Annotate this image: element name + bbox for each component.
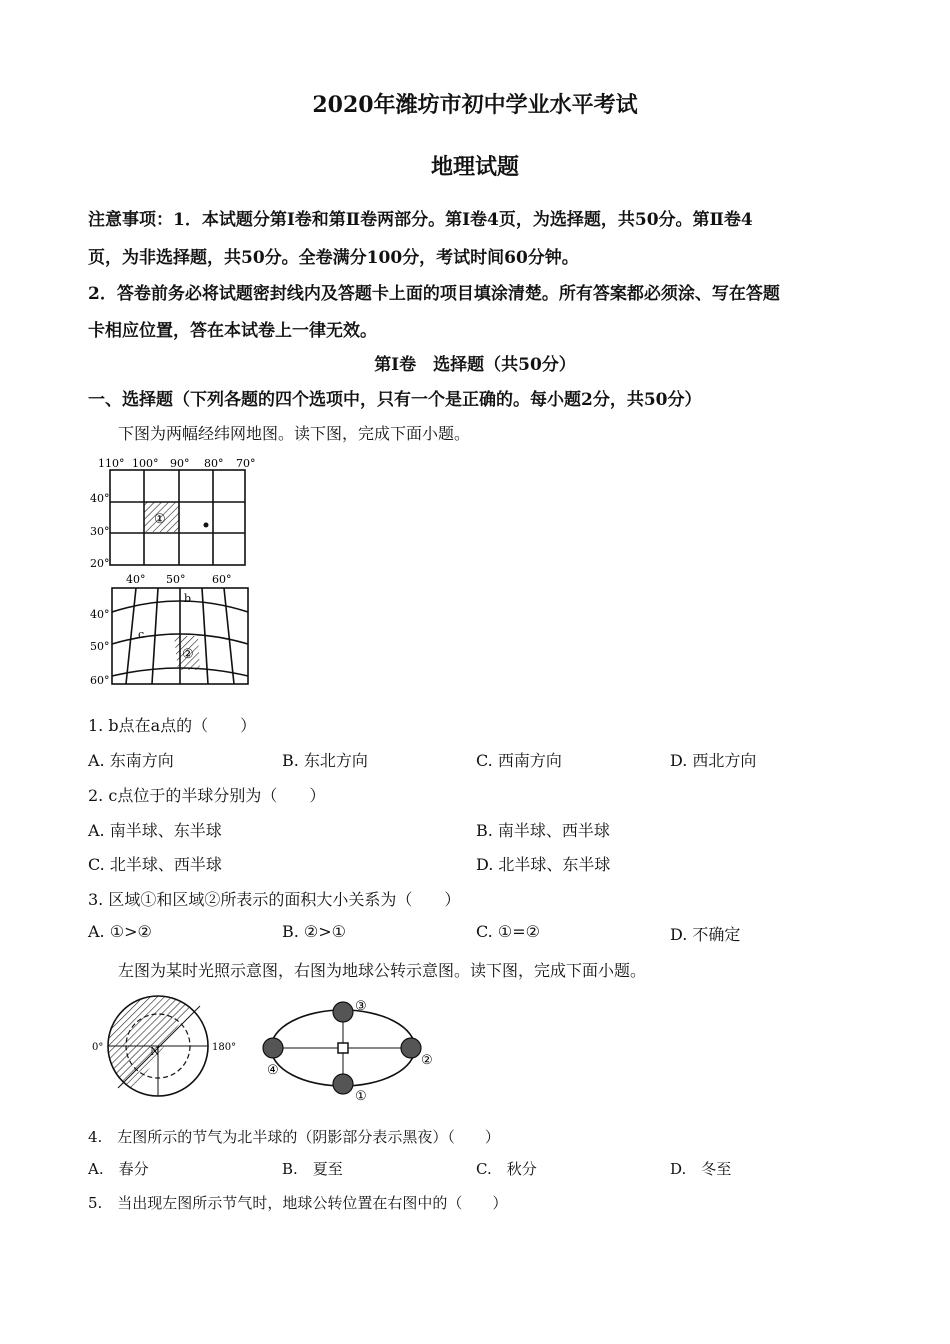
- region-2-label: ②: [182, 647, 194, 662]
- region-1-label: ①: [154, 512, 166, 527]
- point-b-label: b: [184, 592, 192, 605]
- lon-label: 110°: [98, 457, 125, 470]
- point-a: [204, 523, 209, 528]
- position-4-label: ④: [267, 1063, 279, 1078]
- lat-label: 20°: [90, 557, 110, 570]
- point-c-label: c: [138, 628, 145, 641]
- lat-label: 40°: [90, 608, 110, 621]
- illumination-right-label: 180°: [212, 1042, 237, 1053]
- q4-option-b[interactable]: B. 夏至: [282, 1160, 343, 1178]
- position-1-label: ①: [355, 1089, 367, 1104]
- q4-option-a[interactable]: A. 春分: [88, 1160, 149, 1178]
- graticule-map-bottom: [88, 572, 263, 692]
- question-3-stem: 3. 区域①和区域②所表示的面积大小关系为（ ）: [88, 890, 461, 909]
- q1-option-b[interactable]: B. 东北方向: [282, 751, 368, 770]
- notice-line-4: 卡相应位置，答在本试卷上一律无效。: [88, 321, 377, 341]
- q1-option-c[interactable]: C. 西南方向: [476, 751, 562, 770]
- q1-option-a[interactable]: A. 东南方向: [88, 751, 174, 770]
- question-5-stem: 5. 当出现左图所示节气时，地球公转位置在右图中的（ ）: [88, 1194, 508, 1212]
- lon-label: 50°: [166, 573, 186, 586]
- q2-option-c[interactable]: C. 北半球、西半球: [88, 855, 222, 874]
- q4-option-c[interactable]: C. 秋分: [476, 1160, 537, 1178]
- lon-label: 40°: [126, 573, 146, 586]
- question-4-stem: 4. 左图所示的节气为北半球的（阴影部分表示黑夜）（ ）: [88, 1128, 500, 1146]
- notice-line-1: 注意事项：1．本试题分第Ⅰ卷和第Ⅱ卷两部分。第Ⅰ卷4页，为选择题，共50分。第Ⅱ卷4: [88, 210, 753, 230]
- notice-line-3: 2．答卷前务必将试题密封线内及答题卡上面的项目填涂清楚。所有答案都必须涂、写在答题: [88, 284, 780, 304]
- q3-option-a[interactable]: A. ①>②: [88, 922, 152, 941]
- illumination-left-label: 0°: [92, 1042, 104, 1053]
- q3-option-c[interactable]: C. ①=②: [476, 922, 540, 941]
- lat-label: 60°: [90, 674, 110, 687]
- question-1-stem: 1. b点在a点的（ ）: [88, 716, 257, 735]
- section-title: 第Ⅰ卷 选择题（共50分）: [374, 355, 576, 375]
- position-3-label: ③: [355, 999, 367, 1014]
- q3-option-d[interactable]: D. 不确定: [670, 925, 741, 944]
- group1-intro: 下图为两幅经纬网地图。读下图，完成下面小题。: [118, 424, 471, 443]
- q1-option-d[interactable]: D. 西北方向: [670, 751, 757, 770]
- exam-subtitle: 地理试题: [430, 154, 519, 180]
- q4-option-d[interactable]: D. 冬至: [670, 1160, 732, 1178]
- q2-option-d[interactable]: D. 北半球、东半球: [476, 855, 611, 874]
- group2-intro: 左图为某时光照示意图，右图为地球公转示意图。读下图，完成下面小题。: [118, 961, 647, 980]
- exam-title: 2020年潍坊市初中学业水平考试: [312, 92, 638, 118]
- notice-line-2: 页，为非选择题，共50分。全卷满分100分，考试时间60分钟。: [88, 248, 579, 268]
- position-2-label: ②: [421, 1053, 433, 1068]
- section-instruction: 一、选择题（下列各题的四个选项中，只有一个是正确的。每小题2分，共50分）: [88, 390, 702, 410]
- lon-label: 70°: [236, 457, 256, 470]
- lat-label: 50°: [90, 640, 110, 653]
- lon-label: 90°: [170, 457, 190, 470]
- north-pole-label: N: [150, 1045, 160, 1058]
- q2-option-b[interactable]: B. 南半球、西半球: [476, 821, 610, 840]
- lon-label: 100°: [132, 457, 159, 470]
- lat-label: 30°: [90, 525, 110, 538]
- graticule-map-top: [88, 455, 263, 575]
- question-2-stem: 2. c点位于的半球分别为（ ）: [88, 786, 326, 805]
- lon-label: 80°: [204, 457, 224, 470]
- lon-label: 60°: [212, 573, 232, 586]
- q3-option-b[interactable]: B. ②>①: [282, 922, 347, 941]
- lat-label: 40°: [90, 492, 110, 505]
- revolution-diagram: [255, 988, 440, 1106]
- q2-option-a[interactable]: A. 南半球、东半球: [88, 821, 222, 840]
- illumination-diagram: [88, 988, 238, 1106]
